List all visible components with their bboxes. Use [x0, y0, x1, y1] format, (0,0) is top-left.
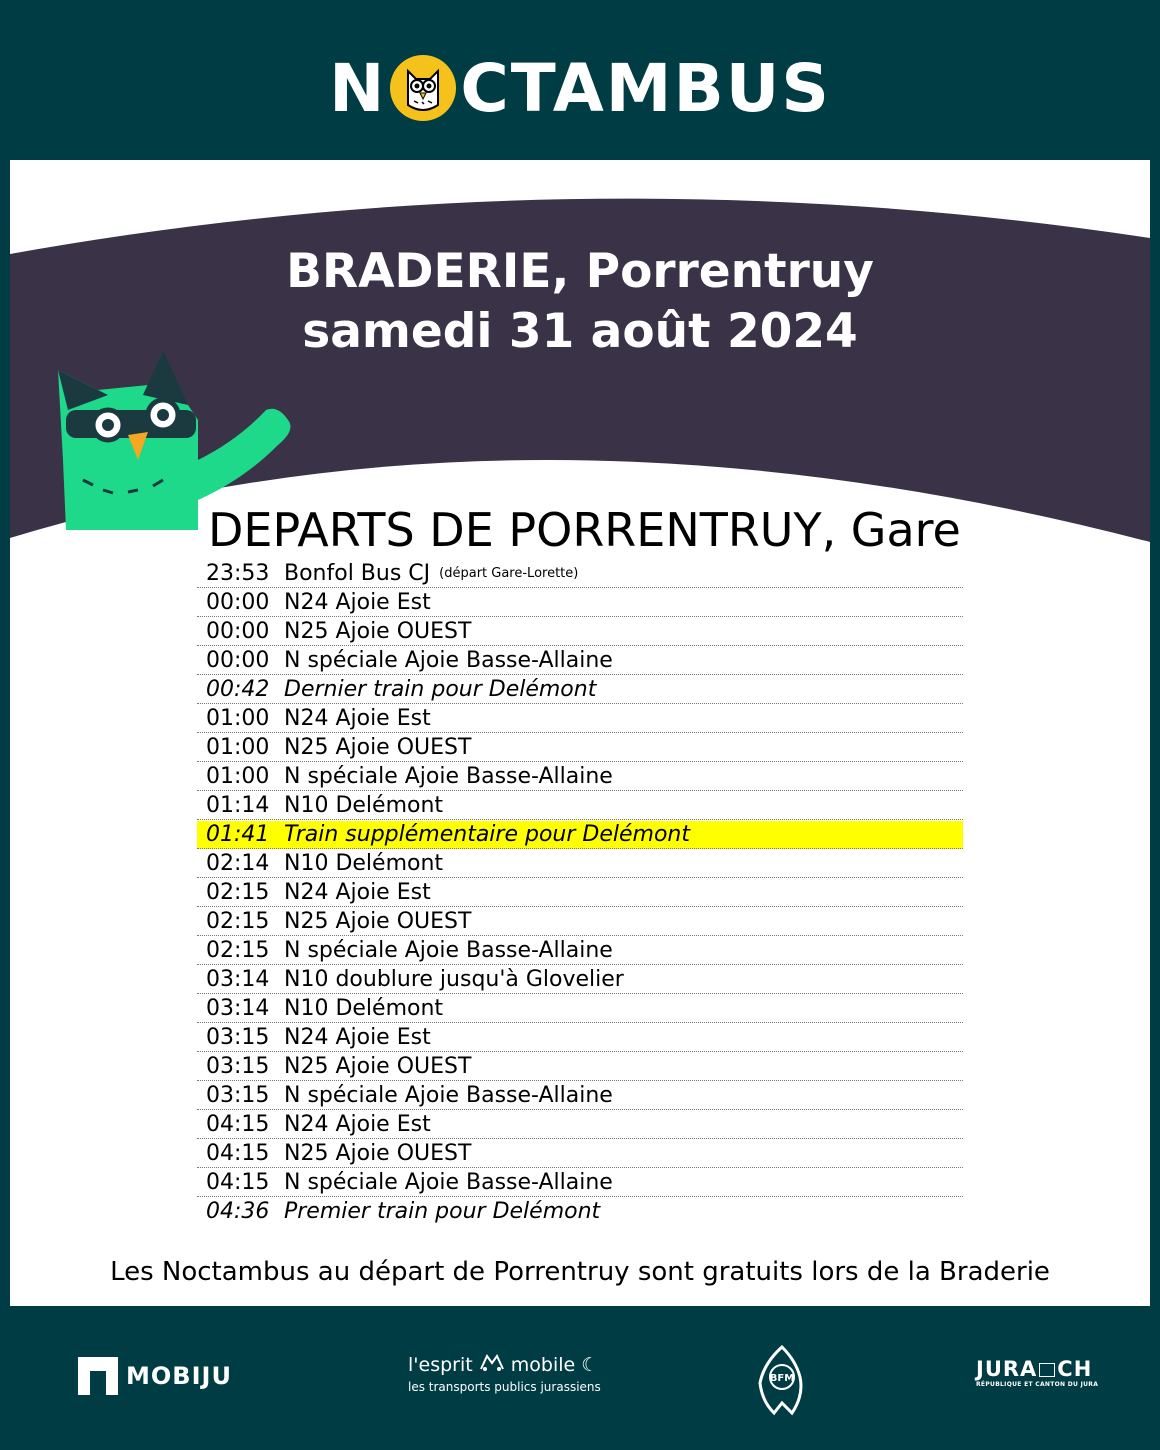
table-row — [197, 850, 963, 878]
table-row — [197, 792, 963, 820]
departure-time: 01:41 — [206, 822, 270, 847]
departure-line: Premier train pour Delémont — [284, 1199, 601, 1224]
jura-word: JURA — [976, 1357, 1038, 1381]
departure-time: 00:00 — [206, 590, 270, 615]
table-row — [197, 995, 963, 1023]
event-title-line1: BRADERIE, Porrentruy — [286, 244, 874, 299]
mobiju-name: MOBIJU — [126, 1362, 232, 1390]
departure-line: N10 Delémont — [284, 851, 444, 876]
table-row — [197, 589, 963, 617]
departure-line: N spéciale Ajoie Basse-Allaine — [284, 938, 613, 963]
table-row — [197, 560, 963, 588]
departure-time: 00:00 — [206, 648, 270, 673]
departure-time: 02:15 — [206, 880, 270, 905]
event-date: samedi 31 août 2024 — [302, 304, 858, 359]
table-row — [197, 821, 963, 849]
departure-line: N25 Ajoie OUEST — [284, 735, 472, 760]
departure-line: N spéciale Ajoie Basse-Allaine — [284, 1170, 613, 1195]
departure-time: 01:00 — [206, 764, 270, 789]
mobiju-logo-icon — [78, 1357, 118, 1395]
departure-line: Train supplémentaire pour Delémont — [284, 822, 690, 847]
event-title — [10, 242, 1150, 362]
departure-line: N spéciale Ajoie Basse-Allaine — [284, 648, 613, 673]
mobile-word: mobile — [510, 1354, 576, 1376]
departure-line: Dernier train pour Delémont — [284, 677, 597, 702]
esprit-word: l'esprit — [408, 1354, 473, 1376]
free-ride-note: Les Noctambus au départ de Porrentruy sont gratuits lors de la Braderie — [110, 1257, 1050, 1287]
jura-flag-icon — [1039, 1363, 1055, 1377]
bus-icon — [479, 1354, 511, 1376]
departure-time: 04:36 — [206, 1199, 270, 1224]
poster-panel — [10, 160, 1150, 1306]
departure-time: 03:15 — [206, 1054, 270, 1079]
departures-table — [197, 560, 963, 1226]
departure-time: 03:15 — [206, 1083, 270, 1108]
noctambus-logo — [0, 48, 1160, 128]
departure-line: N25 Ajoie OUEST — [284, 619, 472, 644]
departure-line: N spéciale Ajoie Basse-Allaine — [284, 764, 613, 789]
bfm-logo-icon — [752, 1343, 812, 1417]
departure-time: 00:42 — [206, 677, 270, 702]
departure-time: 03:14 — [206, 996, 270, 1021]
table-row — [197, 734, 963, 762]
mobiju-logo — [78, 1357, 232, 1395]
departure-note: (départ Gare-Lorette) — [439, 566, 579, 581]
departure-line: N24 Ajoie Est — [284, 706, 431, 731]
table-row — [197, 1111, 963, 1139]
departure-line: N25 Ajoie OUEST — [284, 1141, 472, 1166]
table-row — [197, 1140, 963, 1168]
owl-logo-icon — [390, 55, 456, 121]
departure-time: 04:15 — [206, 1141, 270, 1166]
table-row — [197, 879, 963, 907]
departure-time: 01:00 — [206, 706, 270, 731]
logo-letters-left: N — [329, 49, 387, 127]
esprit-mobile-logo — [408, 1353, 601, 1394]
departure-time: 03:15 — [206, 1025, 270, 1050]
jura-subtitle: RÉPUBLIQUE ET CANTON DU JURA — [976, 1381, 1099, 1388]
departure-line: N10 Delémont — [284, 996, 444, 1021]
departure-time: 02:14 — [206, 851, 270, 876]
departure-line: N24 Ajoie Est — [284, 880, 431, 905]
jura-ch-logo — [976, 1357, 1098, 1388]
table-row — [197, 1082, 963, 1110]
departure-line: N24 Ajoie Est — [284, 590, 431, 615]
departure-time: 00:00 — [206, 619, 270, 644]
departure-time: 01:14 — [206, 793, 270, 818]
departures-heading: DEPARTS DE PORRENTRUY, Gare — [208, 503, 961, 557]
table-row — [197, 618, 963, 646]
departure-time: 23:53 — [206, 561, 270, 586]
table-row — [197, 1198, 963, 1225]
departure-time: 04:15 — [206, 1170, 270, 1195]
moon-icon: ☾ — [581, 1354, 599, 1376]
table-row — [197, 908, 963, 936]
table-row — [197, 937, 963, 965]
table-row — [197, 1024, 963, 1052]
departure-time: 03:14 — [206, 967, 270, 992]
departure-line: N25 Ajoie OUEST — [284, 1054, 472, 1079]
departure-line: N24 Ajoie Est — [284, 1112, 431, 1137]
table-row — [197, 705, 963, 733]
bfm-text: BFM — [769, 1373, 795, 1384]
departure-time: 02:15 — [206, 938, 270, 963]
departure-line: N10 Delémont — [284, 793, 444, 818]
departure-line: N24 Ajoie Est — [284, 1025, 431, 1050]
departure-time: 02:15 — [206, 909, 270, 934]
esprit-tagline: les transports publics jurassiens — [408, 1380, 601, 1394]
ch-word: CH — [1057, 1357, 1093, 1381]
logo-letters-right: CTAMBUS — [460, 49, 831, 127]
table-row — [197, 676, 963, 704]
departure-line: Bonfol Bus CJ — [284, 561, 431, 586]
sponsor-bar — [0, 1335, 1160, 1425]
table-row — [197, 1169, 963, 1197]
departure-line: N10 doublure jusqu'à Glovelier — [284, 967, 624, 992]
table-row — [197, 647, 963, 675]
departure-line: N spéciale Ajoie Basse-Allaine — [284, 1083, 613, 1108]
bfm-logo — [752, 1343, 812, 1421]
departure-time: 04:15 — [206, 1112, 270, 1137]
table-row — [197, 966, 963, 994]
table-row — [197, 763, 963, 791]
departure-time: 01:00 — [206, 735, 270, 760]
table-row — [197, 1053, 963, 1081]
departure-line: N25 Ajoie OUEST — [284, 909, 472, 934]
